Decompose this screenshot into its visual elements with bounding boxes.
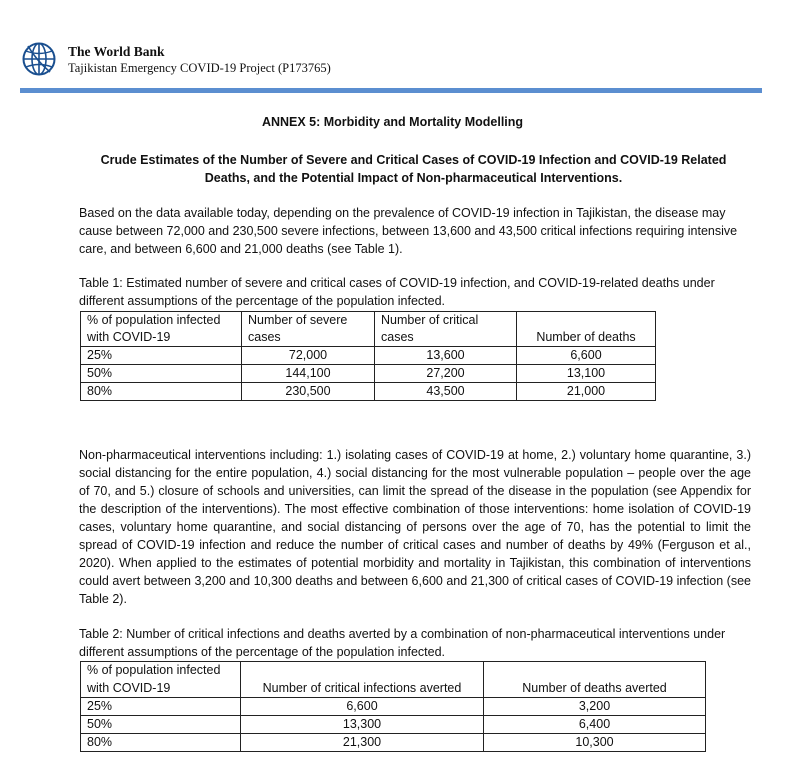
header-line: % of population infected	[87, 313, 221, 327]
header-line: Number of deaths	[536, 330, 636, 344]
table2-header-cell	[241, 662, 484, 698]
table-cell: 3,200	[484, 698, 706, 716]
document-header	[22, 40, 762, 82]
table-cell: 80%	[81, 734, 241, 752]
table1-header-cell	[375, 312, 517, 347]
world-bank-globe-icon	[22, 42, 56, 76]
header-line: with COVID-19	[87, 330, 171, 344]
header-line: with COVID-19	[87, 680, 171, 695]
table-cell: 43,500	[375, 383, 517, 401]
table2-header-row	[81, 662, 706, 698]
project-name: Tajikistan Emergency COVID-19 Project (P173765)	[68, 61, 331, 75]
organization-name: The World Bank	[68, 44, 165, 59]
header-line: % of population infected	[87, 663, 221, 677]
header-line: cases	[381, 330, 414, 344]
table1-caption: Table 1: Estimated number of severe and critical cases of COVID-19 infection, and COVID-19-related deaths under different assumptions of the percentage of the population infected.	[79, 276, 715, 308]
table-cell: 72,000	[242, 347, 375, 365]
table-row	[81, 734, 706, 752]
table-cell: 50%	[81, 716, 241, 734]
table-cell: 13,100	[517, 365, 656, 383]
intro-paragraph: Based on the data available today, depending on the prevalence of COVID-19 infection in Tajikistan, the disease may cause between 72,000 and 230,500 severe infections, between 13,600 and 43,500 critical infections requiring intensive care, and between 6,600 and 21,000 deaths (see Table 1).	[79, 206, 738, 256]
table-row	[81, 347, 656, 365]
header-line: Number of critical infections averted	[262, 681, 462, 695]
header-line: Number of deaths averted	[522, 681, 667, 695]
table2-averted-cases	[80, 661, 706, 752]
table-cell: 27,200	[375, 365, 517, 383]
table-cell: 21,000	[517, 383, 656, 401]
table-cell: 80%	[81, 383, 242, 401]
table-cell: 230,500	[242, 383, 375, 401]
table1-header-cell	[242, 312, 375, 347]
table-row	[81, 365, 656, 383]
interventions-paragraph: Non-pharmaceutical interventions including: 1.) isolating cases of COVID-19 at home, 2.) voluntary home quarantine, 3.) social distancing for the entire population, 4.) social distancing for the most vulnerable population – people over the age of 70, and 5.) closure of schools and universities, can limit the spread of the disease in the population (see Appendix for the description of the interventions). The most effective combination of those interventions: home isolation of COVID-19 cases, voluntary home quarantine, and social distancing of persons over the age of 70, has the potential to limit the spread of COVID-19 infection and reduce the number of critical cases and number of deaths by 49% (Ferguson et al., 2020). When applied to the estimates of potential morbidity and mortality in Tajikistan, this combination of interventions could avert between 3,200 and 10,300 deaths and between 6,600 and 21,300 of critical cases of COVID-19 infection (see Table 2).	[79, 448, 751, 606]
table-row	[81, 716, 706, 734]
table-cell: 50%	[81, 365, 242, 383]
header-divider	[20, 88, 762, 93]
table-row	[81, 698, 706, 716]
section-subtitle: Crude Estimates of the Number of Severe and Critical Cases of COVID-19 Infection and COVID-19 Related Deaths, and the Potential Impact of Non-pharmaceutical Interventions.	[100, 153, 727, 185]
table2-header-cell	[81, 662, 241, 698]
table2-caption: Table 2: Number of critical infections and deaths averted by a combination of non-pharmaceutical interventions under different assumptions of the percentage of the population infected.	[79, 627, 726, 659]
table-cell: 13,300	[241, 716, 484, 734]
table-cell: 13,600	[375, 347, 517, 365]
table-row	[81, 383, 656, 401]
table-cell: 21,300	[241, 734, 484, 752]
table-cell: 25%	[81, 347, 242, 365]
table2-header-cell	[484, 662, 706, 698]
header-line: cases	[248, 330, 281, 344]
table1-severe-critical-deaths	[80, 311, 656, 401]
header-line: Number of severe	[248, 313, 348, 327]
annex-title: ANNEX 5: Morbidity and Mortality Modelling	[261, 115, 524, 129]
table1-header-row	[81, 312, 656, 347]
table-cell: 10,300	[484, 734, 706, 752]
table-cell: 6,600	[241, 698, 484, 716]
table-cell: 6,400	[484, 716, 706, 734]
table1-header-cell	[81, 312, 242, 347]
table1-header-cell	[517, 312, 656, 347]
table-cell: 144,100	[242, 365, 375, 383]
table-cell: 25%	[81, 698, 241, 716]
header-line: Number of critical	[381, 313, 479, 327]
table-cell: 6,600	[517, 347, 656, 365]
